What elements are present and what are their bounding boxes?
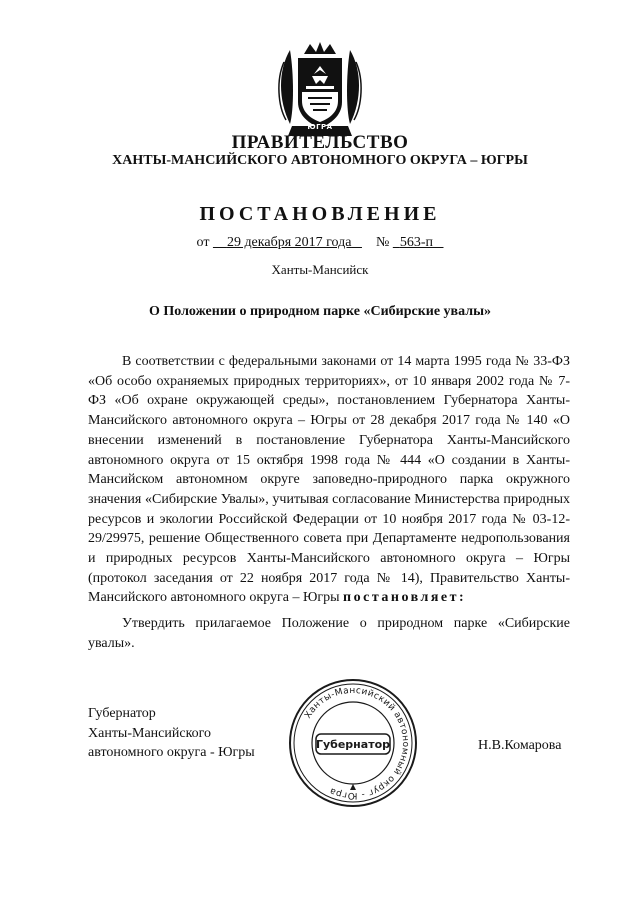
document-subject: О Положении о природном парке «Сибирские увалы» bbox=[148, 304, 492, 319]
body-paragraph-approve: Утвердить прилагаемое Положение о природном парке «Сибирские увалы». bbox=[88, 616, 570, 651]
coat-of-arms-emblem bbox=[276, 40, 364, 144]
document-number: 563-п bbox=[399, 235, 433, 250]
date-prefix: от bbox=[196, 235, 210, 250]
document-type-heading: ПОСТАНОВЛЕНИЕ bbox=[199, 203, 441, 225]
government-subtitle: ХАНТЫ-МАНСИЙСКОГО АВТОНОМНОГО ОКРУГА – ЮГРЫ bbox=[112, 153, 528, 168]
body-paragraph-preamble: В соответствии с федеральными законами от 14 марта 1995 года № 33-ФЗ «Об особо охраняемых природных территориях», от 10 января 2002 года № 7-ФЗ «Об охране окружающей среды», постановлением Губернатора Ханты-Мансийского автономного округа – Югры от 28 декабря 2017 года № 140 «О внесении изменений в постановление Губернатора Ханты-Мансийского автономного округа от 15 октября 1998 года № 444 «О создании в Ханты-Мансийском автономном округе заповедно-природного парка окружного значения «Сибирские Увалы», учитывая согласование Министерства природных ресурсов и экологии Российской Федерации от 10 ноября 2017 года № 03-12-29/29975, решение Общественного совета при Департаменте недропользования и природных ресурсов Ханты-Мансийского автономного округа – Югры (протокол заседания от 22 ноября 2017 года № 14), Правительство Ханты-Мансийского автономного округа – Югры постановляет: bbox=[88, 354, 570, 606]
official-seal bbox=[286, 676, 420, 810]
seal-center-text: Губернатор bbox=[315, 738, 391, 751]
signatory-position-line: автономного округа - Югры bbox=[88, 745, 255, 760]
seal-stamp-icon bbox=[286, 676, 420, 810]
resolution-word: постановляет: bbox=[343, 590, 467, 606]
signer-name: Н.В.Комарова bbox=[478, 738, 562, 753]
seal-ring-text: Ханты-Мансийский автономный округ - Югра bbox=[303, 685, 411, 801]
date-number-line bbox=[0, 235, 640, 251]
document-place: Ханты-Мансийск bbox=[271, 262, 369, 277]
signatory-position-line: Ханты-Мансийского bbox=[88, 725, 212, 741]
emblem-caption: ЮГРА bbox=[307, 123, 333, 131]
document-date: 29 декабря 2017 года bbox=[226, 235, 352, 250]
number-prefix: № bbox=[375, 235, 390, 250]
signatory-position-line: Губернатор bbox=[88, 706, 156, 721]
government-title: ПРАВИТЕЛЬСТВО bbox=[231, 132, 409, 153]
signatory-position bbox=[88, 704, 288, 763]
